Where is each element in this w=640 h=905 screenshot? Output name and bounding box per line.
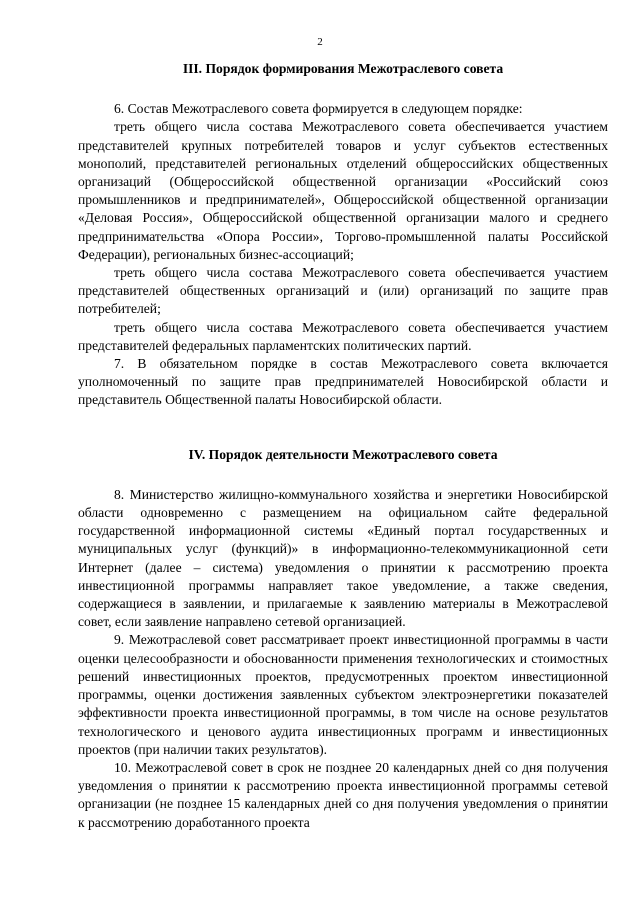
page-number: 2 xyxy=(317,36,323,48)
section-3-title: III. Порядок формирования Межотраслевого совета xyxy=(182,61,504,76)
document-body xyxy=(78,60,608,832)
paragraph-9: 9. Межотраслевой совет рассматривает проект инвестиционной программы в части оценки целесообразности и обоснованности применения технологических и стоимостных решений инвестиционных проектов, предусмотренных проектом инвестиционной программы, оценки достижения заявленных субъектом электроэнергетики показателей эффективности проекта инвестиционной программы, в том числе на основе результатов технологического и ценового аудита инвестиционных программ и инвестиционных проектов (при наличии таких результатов). xyxy=(78,632,608,757)
paragraph-10: 10. Межотраслевой совет в срок не позднее 20 календарных дней со дня получения уведомления о принятии к рассмотрению проекта инвестиционной программы сетевой организации (не позднее 15 календарных дней со дня получения уведомления о принятии к рассмотрению доработанного проекта xyxy=(78,759,608,830)
paragraph-6-item-1: треть общего числа состава Межотраслевого совета обеспечивается участием представителей крупных потребителей товаров и услуг субъектов естественных монополий, представителей региональных отделений общероссийских общественных организаций (Общероссийской общественной организации «Российский союз промышленников и предпринимателей», Общероссийской общественной организации «Деловая Россия», Общероссийской общественной организации малого и среднего предпринимательства «Опора России», Торгово-промышленной палаты Российской Федерации), региональных бизнес-ассоциаций; xyxy=(78,119,608,262)
section-4-title: IV. Порядок деятельности Межотраслевого совета xyxy=(188,446,498,462)
paragraph-6-item-2: треть общего числа состава Межотраслевого совета обеспечивается участием представителей общественных организаций и (или) организаций по защите прав потребителей; xyxy=(78,265,608,317)
paragraph-6-item-3: треть общего числа состава Межотраслевого совета обеспечивается участием представителей федеральных парламентских политических партий. xyxy=(78,319,608,353)
paragraph-6: 6. Состав Межотраслевого совета формируется в следующем порядке: xyxy=(114,101,523,117)
paragraph-7: 7. В обязательном порядке в состав Межотраслевого совета включается уполномоченный по защите прав предпринимателей Новосибирской области и представитель Общественной палаты Новосибирской области. xyxy=(78,356,608,408)
paragraph-8: 8. Министерство жилищно-коммунального хозяйства и энергетики Новосибирской области одновременно с размещением на официальном сайте федеральной государственной информационной системы «Единый портал государственных и муниципальных услуг (функций)» в информационно-телекоммуникационной сети Интернет (далее – система) уведомления о принятии к рассмотрению проекта инвестиционной программы направляет такое уведомление, а также сведения, содержащиеся в заявлении, и прилагаемые к заявлению материалы в Межотраслевой совет, если заявление направлено сетевой организацией. xyxy=(78,486,608,630)
